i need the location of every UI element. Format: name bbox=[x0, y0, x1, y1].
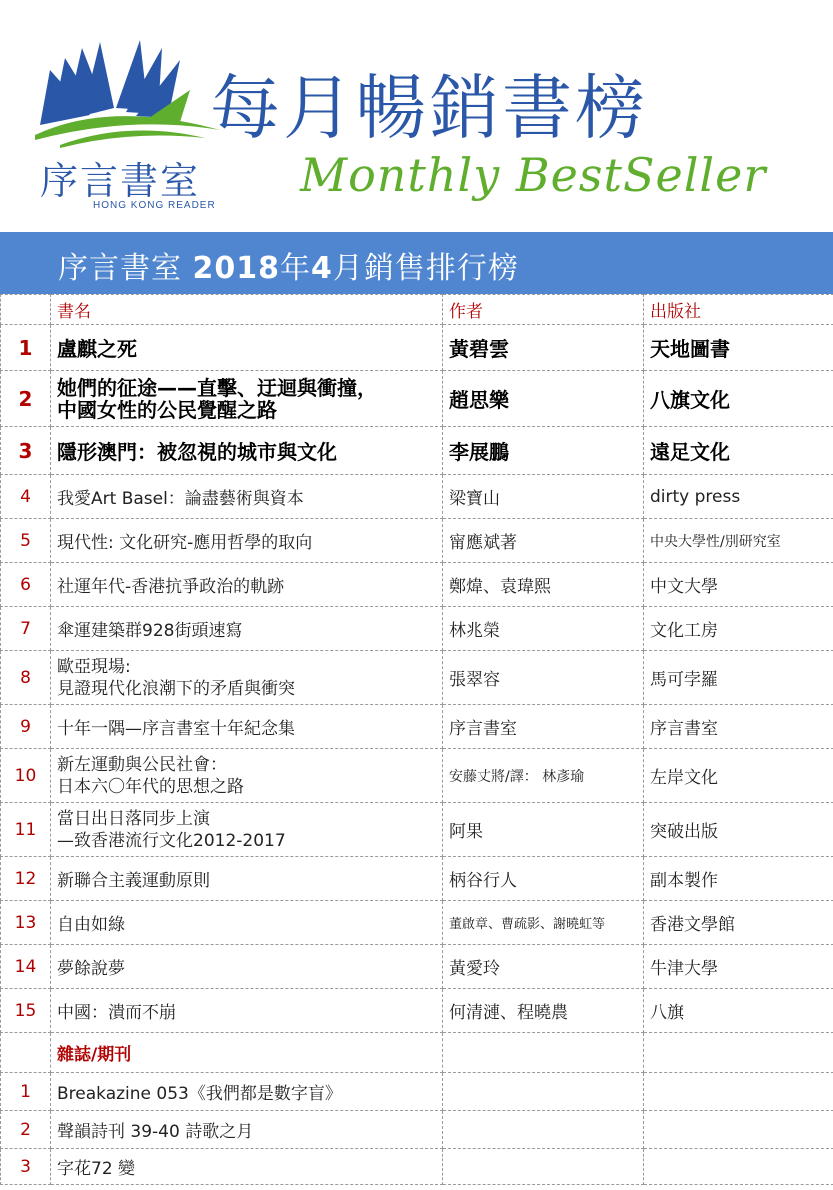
table-row bbox=[1, 1073, 833, 1111]
publisher-cell: dirty press bbox=[644, 475, 833, 519]
publisher-cell: 中央大學性/別研究室 bbox=[644, 519, 833, 563]
author-cell: 張翠容 bbox=[443, 651, 644, 705]
rank-cell: 11 bbox=[1, 803, 51, 857]
table-row bbox=[1, 325, 833, 371]
page-title: 每月暢銷書榜 bbox=[210, 67, 648, 149]
header-publisher: 出版社 bbox=[644, 295, 833, 325]
rank-cell: 2 bbox=[1, 371, 51, 427]
title-cell: Breakazine 053《我們都是數字盲》 bbox=[51, 1073, 443, 1111]
table-row bbox=[1, 607, 833, 651]
title-cell: 當日出日落同步上演 —致香港流行文化2012-2017 bbox=[51, 803, 443, 857]
banner-title: 序言書室 2018年4月銷售排行榜 bbox=[58, 251, 519, 286]
publisher-cell: 中文大學 bbox=[644, 563, 833, 607]
section-row bbox=[1, 1033, 833, 1073]
section-rank bbox=[1, 1033, 51, 1073]
empty-cell bbox=[443, 1033, 644, 1073]
logo-name-zh: 序言書室 bbox=[40, 159, 201, 203]
rank-cell: 10 bbox=[1, 749, 51, 803]
author-cell: 趙思樂 bbox=[443, 371, 644, 427]
table-row bbox=[1, 475, 833, 519]
publisher-cell: 副本製作 bbox=[644, 857, 833, 901]
empty-cell bbox=[644, 1073, 833, 1111]
table-row bbox=[1, 857, 833, 901]
author-cell: 柄谷行人 bbox=[443, 857, 644, 901]
rank-cell: 15 bbox=[1, 989, 51, 1033]
table-row bbox=[1, 989, 833, 1033]
section-label: 雜誌/期刊 bbox=[51, 1033, 443, 1073]
publisher-cell: 香港文學館 bbox=[644, 901, 833, 945]
title-cell: 夢餘說夢 bbox=[51, 945, 443, 989]
title-cell: 我愛Art Basel：論盡藝術與資本 bbox=[51, 475, 443, 519]
publisher-cell: 序言書室 bbox=[644, 705, 833, 749]
rank-cell: 14 bbox=[1, 945, 51, 989]
table-row bbox=[1, 651, 833, 705]
publisher-cell: 遠足文化 bbox=[644, 427, 833, 475]
table-row bbox=[1, 901, 833, 945]
bestseller-table bbox=[0, 294, 833, 1185]
title-cell: 社運年代-香港抗爭政治的軌跡 bbox=[51, 563, 443, 607]
title-cell: 隱形澳門：被忽視的城市與文化 bbox=[51, 427, 443, 475]
empty-cell bbox=[644, 1149, 833, 1185]
header-rank bbox=[1, 295, 51, 325]
author-cell: 序言書室 bbox=[443, 705, 644, 749]
author-cell: 李展鵬 bbox=[443, 427, 644, 475]
publisher-cell: 突破出版 bbox=[644, 803, 833, 857]
empty-cell bbox=[443, 1149, 644, 1185]
author-cell: 安藤丈將/譯： 林彥瑜 bbox=[443, 749, 644, 803]
title-cell: 新左運動與公民社會： 日本六〇年代的思想之路 bbox=[51, 749, 443, 803]
publisher-cell: 文化工房 bbox=[644, 607, 833, 651]
title-cell: 盧麒之死 bbox=[51, 325, 443, 371]
title-cell: 歐亞現場: 見證現代化浪潮下的矛盾與衝突 bbox=[51, 651, 443, 705]
table-header-row bbox=[1, 295, 833, 325]
publisher-cell: 天地圖書 bbox=[644, 325, 833, 371]
publisher-cell: 八旗 bbox=[644, 989, 833, 1033]
publisher-cell: 牛津大學 bbox=[644, 945, 833, 989]
author-cell: 林兆榮 bbox=[443, 607, 644, 651]
author-cell: 何清漣、程曉農 bbox=[443, 989, 644, 1033]
empty-cell bbox=[644, 1111, 833, 1149]
title-cell: 自由如綠 bbox=[51, 901, 443, 945]
rank-cell: 5 bbox=[1, 519, 51, 563]
title-cell: 現代性: 文化研究-應用哲學的取向 bbox=[51, 519, 443, 563]
rank-cell: 12 bbox=[1, 857, 51, 901]
banner bbox=[0, 232, 833, 294]
table-row bbox=[1, 945, 833, 989]
rank-cell: 3 bbox=[1, 427, 51, 475]
author-cell: 黃愛玲 bbox=[443, 945, 644, 989]
header-author: 作者 bbox=[443, 295, 644, 325]
rank-cell: 1 bbox=[1, 325, 51, 371]
rank-cell: 9 bbox=[1, 705, 51, 749]
page-subtitle: Monthly BestSeller bbox=[300, 148, 767, 202]
publisher-cell: 馬可孛羅 bbox=[644, 651, 833, 705]
title-cell: 十年一隅—序言書室十年紀念集 bbox=[51, 705, 443, 749]
rank-cell: 7 bbox=[1, 607, 51, 651]
table-row bbox=[1, 563, 833, 607]
table-row bbox=[1, 427, 833, 475]
rank-cell: 4 bbox=[1, 475, 51, 519]
table-row bbox=[1, 519, 833, 563]
rank-cell: 3 bbox=[1, 1149, 51, 1185]
title-cell: 新聯合主義運動原則 bbox=[51, 857, 443, 901]
empty-cell bbox=[644, 1033, 833, 1073]
publisher-cell: 八旗文化 bbox=[644, 371, 833, 427]
empty-cell bbox=[443, 1073, 644, 1111]
author-cell: 甯應斌著 bbox=[443, 519, 644, 563]
table-row bbox=[1, 803, 833, 857]
logo-name-en: HONG KONG READER bbox=[93, 200, 216, 211]
header bbox=[0, 0, 833, 232]
table-row bbox=[1, 749, 833, 803]
author-cell: 鄭煒、袁瑋熙 bbox=[443, 563, 644, 607]
empty-cell bbox=[443, 1111, 644, 1149]
table-row bbox=[1, 705, 833, 749]
rank-cell: 8 bbox=[1, 651, 51, 705]
rank-cell: 2 bbox=[1, 1111, 51, 1149]
table-row bbox=[1, 371, 833, 427]
title-cell: 她們的征途——直擊、迂迴與衝撞， 中國女性的公民覺醒之路 bbox=[51, 371, 443, 427]
table-row bbox=[1, 1111, 833, 1149]
rank-cell: 1 bbox=[1, 1073, 51, 1111]
publisher-cell: 左岸文化 bbox=[644, 749, 833, 803]
author-cell: 梁寶山 bbox=[443, 475, 644, 519]
header-title: 書名 bbox=[51, 295, 443, 325]
title-cell: 中國：潰而不崩 bbox=[51, 989, 443, 1033]
title-cell: 傘運建築群928街頭速寫 bbox=[51, 607, 443, 651]
title-cell: 聲韻詩刊 39-40 詩歌之月 bbox=[51, 1111, 443, 1149]
author-cell: 阿果 bbox=[443, 803, 644, 857]
title-cell: 字花72 變 bbox=[51, 1149, 443, 1185]
table-row bbox=[1, 1149, 833, 1185]
rank-cell: 13 bbox=[1, 901, 51, 945]
rank-cell: 6 bbox=[1, 563, 51, 607]
author-cell: 董啟章、曹疏影、謝曉虹等 bbox=[443, 901, 644, 945]
author-cell: 黃碧雲 bbox=[443, 325, 644, 371]
